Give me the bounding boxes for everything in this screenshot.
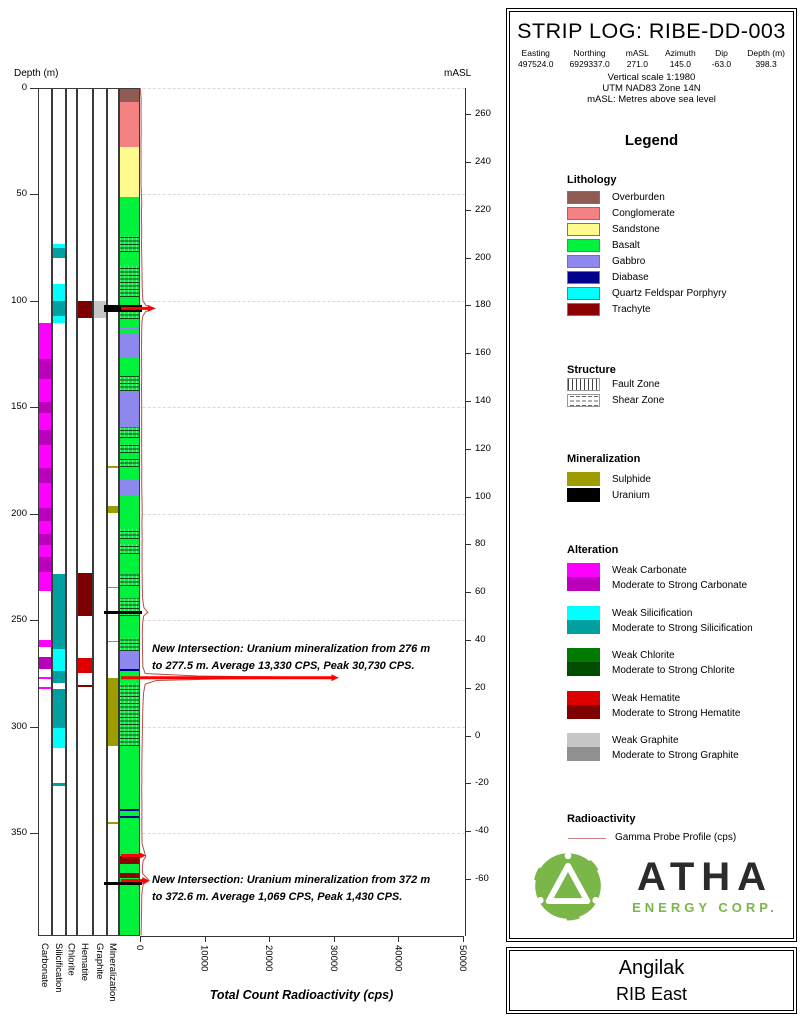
cps-tick-label: 30000 — [327, 944, 339, 972]
project-box-inner-border — [509, 950, 794, 1011]
cps-tick-label: 50000 — [457, 944, 468, 972]
collar-field-label: Depth (m) — [747, 48, 785, 58]
shear-zone-band — [120, 266, 139, 297]
legend-swatch-weak-chlorite — [567, 648, 600, 662]
annotation-line1: New Intersection: Uranium mineralization from 372 m — [152, 874, 431, 887]
depth-tick — [30, 514, 38, 515]
legend-item-label: Moderate to Strong Carbonate — [612, 580, 748, 591]
legend-swatch-strong-silicification — [567, 620, 600, 634]
legend-swatch-basalt — [567, 239, 600, 252]
collar-field — [518, 48, 553, 69]
legend-item-label: Weak Carbonate — [612, 565, 687, 576]
masl-tick-label: 120 — [475, 442, 491, 454]
logo-node-left — [537, 897, 544, 904]
uranium-interval — [104, 611, 142, 614]
carbonate-strong-interval — [39, 402, 51, 413]
legend-radioactivity-heading: Radioactivity — [567, 813, 636, 825]
column-label-chlorite: Chlorite — [65, 942, 77, 976]
lithology-interval-basalt — [120, 864, 139, 873]
legend-item-label: Weak Chlorite — [612, 650, 675, 661]
silicification-weak-interval — [53, 649, 65, 671]
cps-tick — [205, 936, 206, 942]
masl-tick — [465, 783, 471, 784]
collar-field — [665, 48, 696, 69]
depth-tick-label: 200 — [11, 507, 27, 519]
sulphide-interval — [108, 587, 118, 589]
silicification-strong-interval — [53, 574, 65, 649]
legend-item-label: Trachyte — [612, 304, 651, 315]
legend-item-label: Conglomerate — [612, 208, 675, 219]
carbonate-weak-interval — [39, 413, 51, 430]
carbonate-weak-interval — [39, 677, 51, 679]
carbonate-weak-interval — [39, 545, 51, 558]
legend-swatch-trachyte — [567, 303, 600, 316]
collar-field — [570, 48, 610, 69]
legend-panel-inner-border — [509, 11, 794, 939]
masl-tick-label: 140 — [475, 395, 491, 407]
hematite-strong-interval — [78, 573, 92, 616]
depth-tick-label: 250 — [11, 614, 27, 626]
legend-swatch-fault-zone — [567, 378, 600, 391]
shear-zone-band — [120, 376, 139, 391]
legend-alteration-heading: Alteration — [567, 544, 619, 556]
collar-field-value: 497524.0 — [518, 58, 554, 69]
column-carbonate — [38, 88, 52, 936]
legend-swatch-quartz-feldspar-porphyry — [567, 287, 600, 300]
masl-tick — [465, 162, 471, 163]
depth-tick — [30, 301, 38, 302]
cps-tick-label: 10000 — [198, 944, 210, 972]
cps-axis-line — [140, 936, 463, 937]
sulphide-interval — [108, 641, 118, 643]
legend-swatch-sulphide — [567, 472, 600, 486]
depth-tick — [30, 88, 38, 89]
lithology-interval-gabbro — [120, 334, 139, 357]
collar-field-value: -63.0 — [711, 58, 732, 69]
masl-tick-label: 240 — [475, 156, 491, 168]
cps-tick-label: 20000 — [263, 944, 275, 972]
legend-item-label: Weak Hematite — [612, 692, 681, 704]
hematite-weak-interval — [78, 658, 92, 673]
lithology-interval-trachyte — [120, 856, 139, 864]
depth-tick — [30, 620, 38, 621]
hematite-strong-interval — [78, 685, 92, 687]
legend-item-label: Shear Zone — [612, 395, 665, 406]
column-lithology — [119, 88, 140, 936]
legend-swatch-strong-hematite — [567, 705, 600, 719]
cps-tick — [140, 936, 141, 942]
shear-zone-band — [120, 638, 139, 651]
lithology-interval-sandstone — [120, 147, 139, 197]
collar-field-value: 271.0 — [626, 58, 648, 69]
sulphide-interval — [108, 678, 118, 746]
carbonate-strong-interval — [39, 430, 51, 445]
masl-tick — [465, 114, 471, 115]
legend-item-label: Moderate to Strong Silicification — [612, 622, 753, 634]
cps-tick — [398, 936, 399, 942]
column-graphite — [93, 88, 107, 936]
carbonate-strong-interval — [39, 468, 51, 483]
legend-item-label: Fault Zone — [612, 379, 660, 390]
gamma-legend-label: Gamma Probe Profile (cps) — [615, 832, 737, 843]
note-masl: mASL: Metres above sea level — [587, 94, 716, 106]
masl-tick — [465, 401, 471, 402]
carbonate-strong-interval — [39, 657, 51, 669]
collar-field-value: 145.0 — [669, 58, 691, 69]
silicification-strong-interval — [53, 671, 65, 683]
masl-tick-label: 180 — [475, 299, 491, 311]
sulphide-interval — [108, 466, 118, 468]
masl-tick-label: 200 — [475, 251, 491, 263]
carbonate-weak-interval — [39, 687, 51, 689]
carbonate-strong-interval — [39, 359, 51, 378]
masl-tick-label: 220 — [475, 203, 491, 215]
project-box — [506, 947, 797, 1014]
carbonate-weak-interval — [39, 521, 51, 534]
masl-tick-label: 40 — [475, 633, 486, 645]
sulphide-interval — [108, 822, 118, 824]
cps-axis-title: Total Count Radioactivity (cps) — [209, 988, 394, 1002]
project-area: RIB East — [615, 984, 688, 1004]
uranium-interval — [104, 882, 142, 885]
masl-tick-label: 80 — [475, 538, 486, 550]
legend-item-label: Sandstone — [612, 224, 660, 235]
legend-swatch-gabbro — [567, 255, 600, 268]
masl-tick-label: -40 — [475, 825, 489, 837]
legend-panel — [506, 8, 797, 942]
depth-axis-title: Depth (m) — [14, 68, 59, 79]
depth-tick-label: 150 — [11, 401, 27, 413]
scale-notes — [510, 72, 793, 106]
legend-swatch-sandstone — [567, 223, 600, 236]
column-mineralization — [107, 88, 119, 936]
hematite-strong-interval — [78, 301, 92, 318]
shear-zone-band — [120, 544, 139, 554]
carbonate-weak-interval — [39, 572, 51, 591]
intersection-annotation-1 — [152, 641, 497, 675]
depth-tick — [30, 833, 38, 834]
intersection-annotation-2 — [152, 872, 497, 906]
cps-tick-label: 40000 — [392, 944, 404, 972]
cps-tick — [334, 936, 335, 942]
depth-tick — [30, 407, 38, 408]
masl-tick — [465, 353, 471, 354]
legend-item-label: Weak Graphite — [612, 735, 679, 746]
column-label-graphite: Graphite — [94, 942, 105, 980]
log-title: STRIP LOG: RIBE-DD-003 — [517, 19, 786, 43]
masl-tick — [465, 736, 471, 737]
masl-tick — [465, 210, 471, 211]
note-utm-zone: UTM NAD83 Zone 14N — [602, 83, 701, 95]
column-chlorite — [66, 88, 77, 936]
depth-tick-label: 300 — [11, 720, 27, 732]
collar-field-label: Azimuth — [664, 48, 696, 58]
column-label-hematite: Hematite — [79, 942, 90, 981]
project-name: Angilak — [618, 957, 685, 979]
shear-zone-band — [120, 236, 139, 252]
legend-item-label: Uranium — [612, 490, 650, 501]
masl-tick — [465, 592, 471, 593]
depth-tick-label: 100 — [11, 294, 27, 306]
masl-tick — [465, 305, 471, 306]
annotation-line2: to 277.5 m. Average 13,330 CPS, Peak 30,730 CPS. — [152, 659, 415, 672]
depth-tick-label: 50 — [16, 188, 27, 200]
logo-node-top — [565, 852, 572, 859]
depth-tick — [30, 727, 38, 728]
column-label-mineralization: Mineralization — [107, 942, 118, 1002]
lithology-interval-conglomerate — [120, 102, 139, 147]
silicification-strong-interval — [53, 248, 65, 258]
collar-field-value: 6929337.0 — [569, 58, 610, 69]
legend-swatch-weak-hematite — [567, 691, 600, 705]
lithology-interval-gabbro — [120, 651, 139, 669]
collar-field — [747, 48, 785, 69]
legend-title: Legend — [624, 132, 679, 149]
collar-field-label: Easting — [521, 48, 550, 58]
legend-item-label: Quartz Feldspar Porphyry — [612, 288, 727, 299]
legend-item-label: Moderate to Strong Hematite — [612, 707, 741, 719]
logo-node-right — [592, 897, 599, 904]
shear-zone-band — [120, 574, 139, 586]
gamma-spike-arrow-icon — [332, 674, 339, 681]
legend-item-label: Basalt — [612, 240, 640, 251]
masl-tick-label: 0 — [475, 729, 481, 741]
column-label-carbonate: Carbonate — [39, 942, 50, 988]
carbonate-weak-interval — [39, 323, 51, 359]
lithology-interval-gabbro — [120, 479, 139, 496]
legend-swatch-strong-chlorite — [567, 662, 600, 676]
masl-tick-label: -60 — [475, 872, 489, 884]
masl-tick-label: 260 — [475, 108, 491, 120]
legend-item-label: Sulphide — [612, 474, 651, 485]
legend-swatch-overburden — [567, 191, 600, 204]
masl-tick-label: 100 — [475, 490, 491, 502]
legend-swatch-uranium — [567, 488, 600, 502]
masl-tick-label: 20 — [475, 681, 486, 693]
gamma-line-swatch — [568, 838, 606, 839]
silicification-strong-interval — [53, 689, 65, 727]
masl-tick — [465, 449, 471, 450]
legend-swatch-weak-carbonate — [567, 563, 600, 577]
lithology-interval-gabbro — [120, 392, 139, 427]
legend-swatch-strong-graphite — [567, 747, 600, 761]
silicification-strong-interval — [53, 783, 65, 786]
legend-item-label: Overburden — [612, 192, 665, 203]
carbonate-weak-interval — [39, 445, 51, 468]
legend-item-label: Diabase — [612, 272, 649, 283]
silicification-weak-interval — [53, 728, 65, 748]
logo-wordmark: ATHA — [636, 855, 774, 899]
legend-lithology-heading: Lithology — [567, 174, 617, 186]
legend-swatch-shear-zone — [567, 394, 600, 407]
masl-tick-label: -20 — [475, 777, 489, 789]
collar-field — [626, 48, 649, 69]
shear-zone-band — [120, 427, 139, 438]
silicification-strong-interval — [53, 301, 65, 316]
lithology-interval-basalt — [120, 818, 139, 856]
masl-axis-title: mASL — [444, 68, 472, 79]
carbonate-strong-interval — [39, 557, 51, 572]
cps-tick-label: 0 — [134, 944, 145, 951]
depth-tick-label: 350 — [11, 827, 27, 839]
shear-zone-band — [120, 683, 139, 746]
collar-info-table — [518, 48, 785, 69]
masl-tick — [465, 258, 471, 259]
sulphide-interval — [108, 506, 118, 513]
column-label-silicification: Silicification — [53, 942, 64, 993]
legend-swatch-weak-silicification — [567, 606, 600, 620]
gamma-profile-trace — [140, 88, 338, 935]
gamma-spike-arrow-icon — [148, 305, 155, 312]
gamma-spike-arrow-icon — [142, 877, 149, 884]
column-hematite — [77, 88, 93, 936]
masl-axis-line — [465, 88, 466, 936]
legend-structure-heading: Structure — [567, 364, 616, 376]
legend-item-label: Moderate to Strong Graphite — [612, 750, 739, 761]
logo-subtext: ENERGY CORP. — [632, 900, 778, 915]
depth-tick — [30, 194, 38, 195]
lithology-interval-overburden — [120, 89, 139, 102]
carbonate-strong-interval — [39, 534, 51, 545]
column-silicification — [52, 88, 66, 936]
masl-tick-label: 60 — [475, 586, 486, 598]
shear-zone-band — [120, 529, 139, 539]
carbonate-weak-interval — [39, 379, 51, 402]
annotation-line1: New Intersection: Uranium mineralization from 276 m — [152, 642, 431, 655]
carbonate-weak-interval — [39, 483, 51, 509]
legend-item-label: Gabbro — [612, 256, 646, 267]
legend-swatch-conglomerate — [567, 207, 600, 220]
collar-field-label: Dip — [715, 48, 728, 58]
silicification-weak-interval — [53, 284, 65, 301]
collar-field-label: mASL — [625, 48, 649, 58]
masl-tick — [465, 688, 471, 689]
masl-tick — [465, 544, 471, 545]
annotation-line2: to 372.6 m. Average 1,069 CPS, Peak 1,430 CPS. — [152, 891, 403, 904]
silicification-weak-interval — [53, 316, 65, 323]
legend-swatch-diabase — [567, 271, 600, 284]
legend-item-label: Weak Silicification — [612, 607, 693, 619]
carbonate-strong-interval — [39, 508, 51, 521]
masl-tick — [465, 831, 471, 832]
masl-tick — [465, 497, 471, 498]
collar-field — [712, 48, 731, 69]
collar-field-value: 398.3 — [755, 58, 777, 69]
collar-field-label: Northing — [573, 48, 606, 58]
masl-tick-label: 160 — [475, 347, 491, 359]
cps-tick — [269, 936, 270, 942]
shear-zone-band — [120, 444, 139, 453]
carbonate-weak-interval — [39, 640, 51, 646]
depth-tick-label: 0 — [21, 82, 27, 93]
legend-swatch-weak-graphite — [567, 733, 600, 747]
atha-logo-icon — [526, 844, 610, 928]
legend-mineralization-heading: Mineralization — [567, 453, 641, 465]
uranium-interval — [104, 305, 142, 311]
legend-item-label: Moderate to Strong Chlorite — [612, 665, 735, 676]
lithology-interval-basalt — [120, 878, 139, 936]
shear-zone-band — [120, 459, 139, 467]
note-vertical-scale: Vertical scale 1:1980 — [607, 72, 696, 83]
cps-tick — [463, 936, 464, 942]
shear-zone-band — [120, 312, 139, 319]
legend-swatch-strong-carbonate — [567, 577, 600, 591]
